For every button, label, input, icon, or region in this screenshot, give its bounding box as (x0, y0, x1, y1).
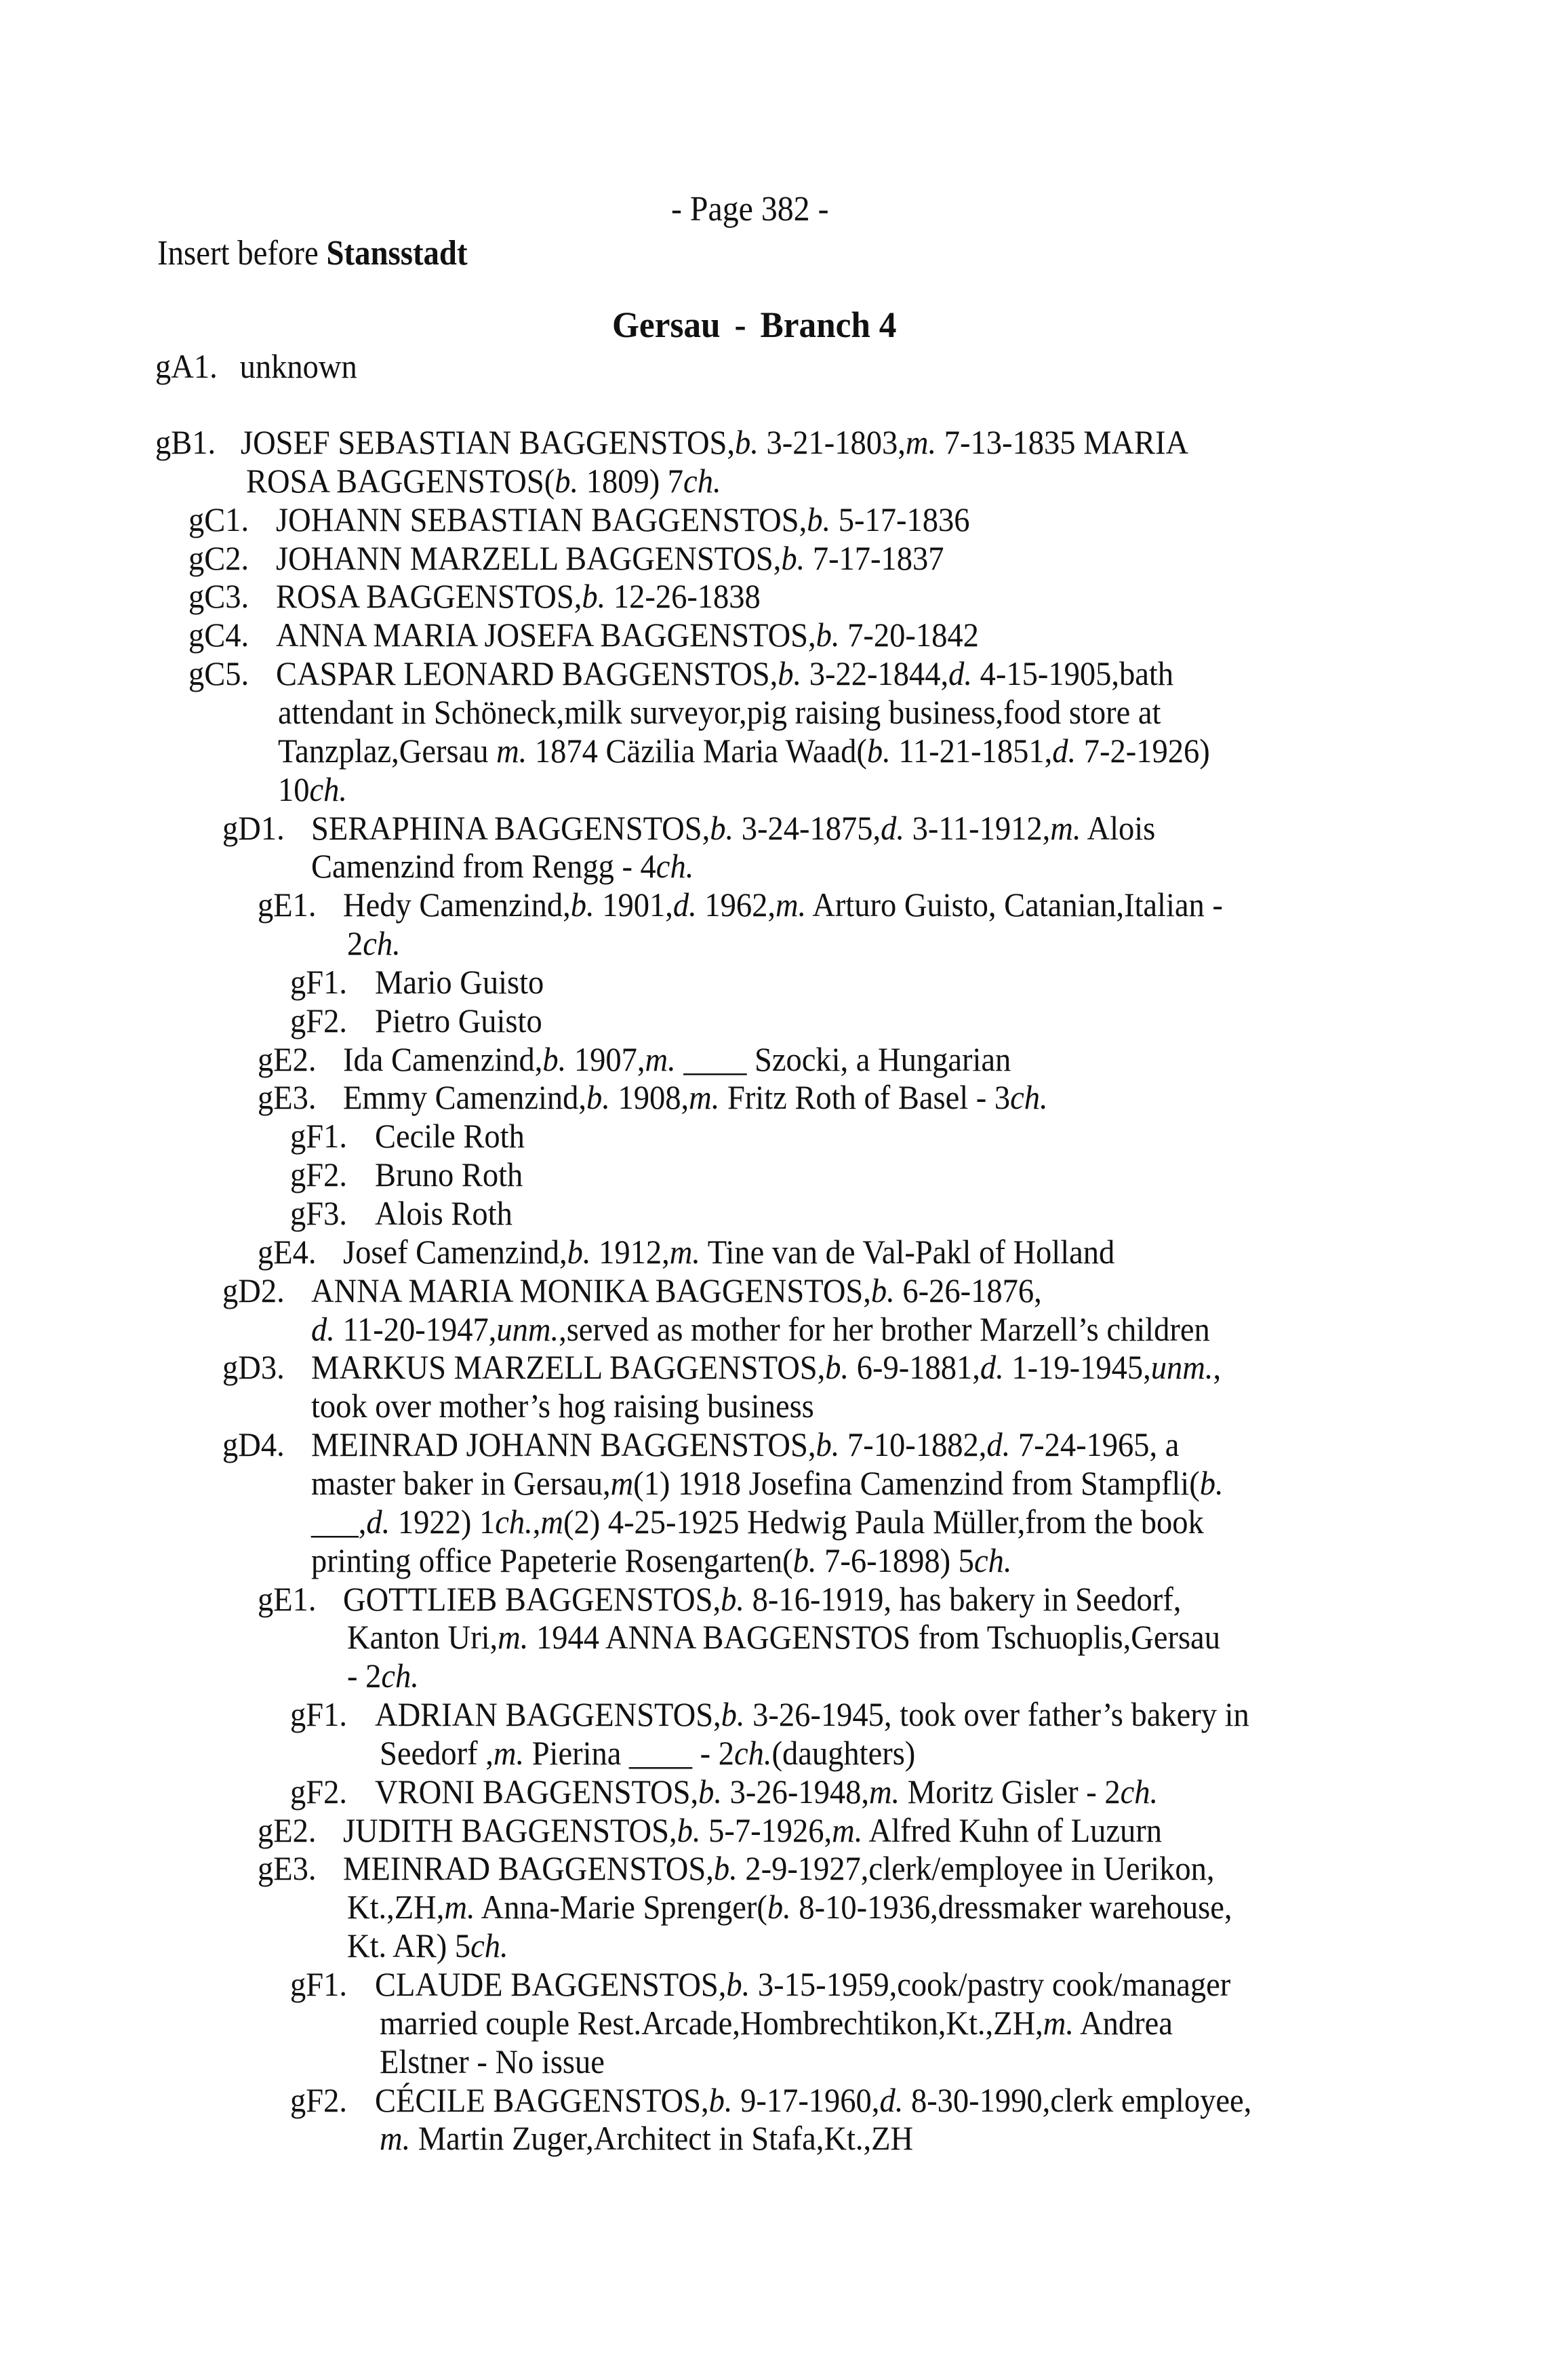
abbreviation: b. (807, 500, 831, 538)
abbreviation: unm. (496, 1309, 559, 1348)
text-run: MARKUS MARZELL BAGGENSTOS, (310, 1348, 826, 1387)
text-run: 6-26-1876, (894, 1271, 1042, 1309)
text-run: ANNA MARIA JOSEFA BAGGENSTOS, (275, 616, 816, 654)
text-run: 4-15-1905,bath (972, 654, 1174, 693)
insert-place: Stansstadt (326, 234, 468, 273)
entry-label: gB1. (155, 423, 216, 461)
text-run: (daughters) (771, 1733, 916, 1772)
abbreviation: b. (778, 654, 802, 693)
abbreviation: m. (380, 2119, 411, 2158)
abbreviation: b. (542, 1040, 567, 1078)
abbreviation: m. (496, 731, 527, 770)
entry-text (310, 808, 1156, 847)
entry-text (275, 654, 1174, 693)
text-run: 1912, (590, 1232, 670, 1271)
text-run: , (1213, 1348, 1222, 1387)
text-run: Andrea (1073, 2003, 1173, 2042)
text-run: JOHANN MARZELL BAGGENSTOS, (275, 538, 782, 577)
abbreviation: unm. (1150, 1348, 1213, 1387)
abbreviation: ch. (470, 1926, 508, 1965)
text-run: Bruno Roth (374, 1155, 523, 1194)
entry-label: gE4. (258, 1232, 317, 1271)
text-run: ROSA BAGGENSTOS( (246, 461, 555, 500)
text-run: MEINRAD BAGGENSTOS, (342, 1849, 714, 1888)
abbreviation: ch. (495, 1502, 533, 1541)
abbreviation: b. (582, 577, 606, 616)
text-run: , (532, 1502, 541, 1541)
entry-label: gF2. (290, 2080, 347, 2119)
text-run: 1809) 7 (578, 461, 684, 500)
text-run: 7-10-1882, (839, 1425, 987, 1464)
text-run: Camenzind from Rengg - 4 (311, 847, 656, 886)
section-title (612, 304, 897, 345)
text-run: 1908, (609, 1078, 689, 1117)
text-run: Anna-Marie Sprenger( (475, 1888, 767, 1926)
entry-text (374, 1001, 542, 1040)
abbreviation: m. (868, 1772, 900, 1811)
abbreviation: d. (366, 1502, 390, 1541)
text-run: 8-16-1919, has bakery in Seedorf, (744, 1579, 1182, 1618)
entry-label: gC1. (188, 500, 249, 538)
text-run: 3-15-1959,cook/pastry cook/manager (750, 1965, 1231, 2003)
text-run: Josef Camenzind, (342, 1232, 567, 1271)
text-run: 3-24-1875, (733, 808, 881, 847)
entry-text (375, 1967, 1230, 2001)
entry-continuation-line (347, 1890, 1232, 1924)
entry-text (278, 770, 347, 808)
text-run: CASPAR LEONARD BAGGENSTOS, (275, 654, 778, 693)
entry-continuation-line (311, 1389, 814, 1423)
text-run: 3-22-1844, (801, 654, 949, 693)
text-run: ____ Szocki, a Hungarian (675, 1040, 1011, 1078)
abbreviation: b. (870, 1271, 895, 1309)
text-run: (2) 4-25-1925 Hedwig Paula Müller,from the book (563, 1502, 1204, 1541)
text-run: Pietro Guisto (374, 1001, 542, 1040)
abbreviation: b. (698, 1772, 722, 1811)
text-run: 7-13-1835 MARIA (936, 423, 1189, 461)
abbreviation: b. (816, 1425, 840, 1464)
entry-text (275, 538, 944, 577)
entry-continuation-line (311, 1543, 1011, 1577)
entry-label: gC5. (188, 654, 249, 693)
entry-text (275, 577, 761, 616)
abbreviation: b. (586, 1078, 610, 1117)
entry-continuation-line (380, 2044, 605, 2078)
entry-text: unknown (239, 347, 357, 385)
text-run: (1) 1918 Josefina Camenzind from Stampfli( (633, 1463, 1200, 1502)
text-run: JOSEF SEBASTIAN BAGGENSTOS, (240, 423, 736, 461)
entry-label: gE2. (258, 1811, 317, 1849)
text-run: ROSA BAGGENSTOS, (275, 577, 582, 616)
text-run: Tine van de Val-Pakl of Holland (700, 1232, 1115, 1271)
abbreviation: ch. (1010, 1078, 1048, 1117)
text-run: printing office Papeterie Rosengarten( (311, 1541, 793, 1579)
text-run: Ida Camenzind, (342, 1040, 543, 1078)
abbreviation: d. (948, 654, 973, 693)
text-run: 8-30-1990,clerk employee, (903, 2080, 1252, 2119)
text-run: Alfred Kuhn of Luzurn (862, 1811, 1163, 1849)
abbreviation: ch. (656, 847, 694, 886)
text-run: 7-24-1965, a (1010, 1425, 1180, 1464)
text-run: attendant in Schöneck,milk surveyor,pig raising business,food store at (278, 692, 1161, 731)
abbreviation: m. (1050, 808, 1081, 847)
entry-continuation-line (380, 2003, 1173, 2042)
entry-label: gC3. (188, 577, 249, 616)
entry-label: gF2. (290, 1001, 347, 1040)
entry-continuation-line (380, 2119, 914, 2158)
abbreviation: m. (444, 1888, 475, 1926)
abbreviation: b. (570, 886, 595, 924)
text-run: ,served as mother for her brother Marzell’s children (559, 1309, 1210, 1348)
text-run: Kt. AR) 5 (347, 1926, 471, 1965)
abbreviation: m. (1043, 2003, 1074, 2042)
abbreviation: d. (311, 1309, 335, 1348)
entry-text (343, 1813, 1162, 1847)
entry-text (310, 1348, 1222, 1387)
abbreviation: b. (721, 1695, 745, 1734)
text-run: 7-6-1898) 5 (816, 1541, 974, 1579)
text-run: 3-21-1803, (758, 423, 906, 461)
abbreviation: ch. (734, 1733, 772, 1772)
text-run: Elstner - No issue (380, 2042, 605, 2080)
entry-label: gF1. (290, 962, 347, 1001)
entry-continuation-line (380, 1733, 916, 1772)
entry-continuation-line (246, 461, 721, 500)
text-run: 1874 Cäzilia Maria Waad( (527, 731, 867, 770)
text-run: 5-17-1836 (830, 500, 970, 538)
abbreviation: b. (567, 1232, 591, 1271)
entry-label: gA1. (155, 347, 218, 385)
branch-name: Branch 4 (760, 304, 897, 345)
entry-text (310, 1425, 1180, 1464)
entry-text (380, 2042, 605, 2080)
text-run: Alois Roth (374, 1194, 512, 1232)
entry-text (347, 1888, 1232, 1926)
abbreviation: b. (1199, 1463, 1224, 1502)
abbreviation: b. (710, 808, 734, 847)
entry-text (311, 1464, 1224, 1502)
abbreviation: b. (767, 1888, 791, 1926)
entry-continuation-line (311, 1309, 1210, 1348)
entry-continuation-line (347, 1926, 508, 1965)
text-run: MEINRAD JOHANN BAGGENSTOS, (310, 1425, 816, 1464)
abbreviation: b. (708, 2080, 733, 2119)
abbreviation: m. (669, 1232, 700, 1271)
entry-label: gE1. (258, 1579, 317, 1618)
text-run: master baker in Gersau, (311, 1463, 611, 1502)
entry-text (311, 1310, 1210, 1348)
entry-label: gE3. (258, 1078, 317, 1117)
text-run: Seedorf , (380, 1733, 494, 1772)
text-run: JOHANN SEBASTIAN BAGGENSTOS, (275, 500, 807, 538)
entry-text (278, 693, 1161, 731)
text-run: Cecile Roth (374, 1117, 525, 1155)
entry-text (374, 2080, 1252, 2119)
abbreviation: ch. (363, 924, 401, 963)
entry-text (246, 462, 721, 500)
text-run: 6-9-1881, (849, 1348, 980, 1387)
abbreviation: m (540, 1502, 563, 1541)
entry-continuation-line (311, 1502, 1204, 1541)
abbreviation: b. (825, 1348, 849, 1387)
entry-text (276, 618, 979, 652)
abbreviation: d. (879, 2080, 904, 2119)
abbreviation: d. (980, 1348, 1004, 1387)
text-run: took over mother’s hog raising business (311, 1387, 814, 1425)
entry-text (311, 1503, 1204, 1541)
text-run: 8-10-1936,dressmaker warehouse, (790, 1888, 1232, 1926)
entry-text (374, 962, 544, 1001)
abbreviation: m. (689, 1078, 720, 1117)
text-run: Arturo Guisto, Catanian,Italian - (806, 886, 1223, 924)
entry-text (347, 1657, 419, 1695)
entry-text (343, 1042, 1011, 1076)
text-run: - 2 (347, 1657, 382, 1695)
text-run: 7-20-1842 (839, 616, 979, 654)
abbreviation: ch. (973, 1541, 1012, 1579)
abbreviation: ch. (309, 770, 348, 808)
text-run: CLAUDE BAGGENSTOS, (374, 1965, 727, 2003)
abbreviation: ch. (1120, 1772, 1159, 1811)
text-run: Martin Zuger,Architect in Stafa,Kt.,ZH (410, 2119, 914, 2158)
insert-note (157, 236, 468, 271)
abbreviation: m. (832, 1811, 863, 1849)
entry-text (374, 1155, 523, 1194)
text-run: ADRIAN BAGGENSTOS, (374, 1695, 721, 1734)
text-run: ANNA MARIA MONIKA BAGGENSTOS, (310, 1271, 871, 1309)
entry-text (311, 1387, 814, 1425)
abbreviation: b. (677, 1811, 701, 1849)
text-run: GOTTLIEB BAGGENSTOS, (342, 1579, 721, 1618)
abbreviation: b. (735, 423, 759, 461)
entry-continuation-line (347, 1618, 1220, 1657)
page-number: - Page 382 - (671, 190, 829, 229)
text-run: 11-21-1851, (890, 731, 1053, 770)
entry-label: gF2. (290, 1772, 347, 1811)
entry-label: gD2. (222, 1271, 285, 1309)
text-run: 12-26-1838 (605, 577, 761, 616)
entry-text (380, 1734, 915, 1772)
text-run: Pierina ____ - 2 (524, 1733, 735, 1772)
entry-label: gE3. (258, 1849, 317, 1888)
entry-text (375, 1196, 512, 1230)
text-run: 7-17-1837 (805, 538, 944, 577)
entry-label: gD3. (222, 1348, 285, 1387)
entry-text (347, 1618, 1220, 1656)
text-run: Fritz Roth of Basel - 3 (719, 1078, 1011, 1117)
text-run: 9-17-1960, (732, 2080, 880, 2119)
text-run: Emmy Camenzind, (342, 1078, 587, 1117)
entry-label: gF1. (290, 1695, 347, 1734)
insert-prefix: Insert before (157, 234, 319, 273)
branch-place: Gersau (612, 304, 721, 345)
entry-label: gC4. (188, 616, 249, 654)
abbreviation: ch. (683, 461, 721, 500)
entry-text (374, 1695, 1249, 1734)
text-run: ___, (311, 1502, 367, 1541)
entry-text (276, 502, 969, 536)
text-run: 3-11-1912, (904, 808, 1051, 847)
entry-label: gD1. (222, 808, 285, 847)
entry-text (241, 425, 1188, 459)
entry-text (342, 1232, 1115, 1271)
text-run: VRONI BAGGENSTOS, (374, 1772, 699, 1811)
abbreviation: m. (775, 886, 807, 924)
text-run: Kt.,ZH, (347, 1888, 445, 1926)
abbreviation: b. (721, 1579, 745, 1618)
entry-continuation-line (347, 924, 401, 963)
entry-text (375, 1119, 525, 1153)
entry-text (347, 1926, 508, 1964)
entry-text (278, 732, 1210, 770)
entry-text (311, 1273, 1042, 1307)
abbreviation: b. (816, 616, 840, 654)
text-run: Kanton Uri, (347, 1618, 498, 1657)
entry-continuation-line (347, 1659, 419, 1693)
abbreviation: m. (493, 1733, 525, 1772)
entry-label: gD4. (222, 1425, 285, 1464)
text-run: 2 (347, 924, 363, 963)
abbreviation: b. (781, 538, 805, 577)
text-run: 1944 ANNA BAGGENSTOS from Tschuoplis,Gersau (528, 1618, 1220, 1657)
entry-text (380, 2004, 1173, 2042)
text-run: JUDITH BAGGENSTOS, (342, 1811, 677, 1849)
entry-text (374, 1772, 1159, 1811)
abbreviation: d. (881, 808, 904, 847)
text-run: 10 (278, 770, 310, 808)
branch-separator: - (734, 304, 746, 345)
entry-continuation-line (278, 772, 347, 806)
entry-label: gF2. (290, 1155, 347, 1194)
text-run: married couple Rest.Arcade,Hombrechtikon,Kt.,ZH, (380, 2003, 1043, 2042)
abbreviation: b. (713, 1849, 738, 1888)
abbreviation: d. (1052, 731, 1077, 770)
text-run: 1962, (696, 886, 776, 924)
entry-label: gE1. (258, 886, 317, 924)
text-run: CÉCILE BAGGENSTOS, (374, 2080, 709, 2119)
entry-text (343, 888, 1223, 922)
abbreviation: b. (555, 461, 579, 500)
entry-text (311, 1541, 1011, 1579)
text-run: Mario Guisto (374, 962, 544, 1001)
text-run: 1907, (566, 1040, 645, 1078)
entry-text (347, 924, 401, 962)
entry-text (380, 2119, 913, 2157)
entry-label: gE2. (258, 1040, 317, 1078)
entry-continuation-line (311, 847, 694, 886)
entry-label: gF1. (290, 1117, 347, 1155)
entry-text (342, 1579, 1182, 1618)
abbreviation: m. (905, 423, 937, 461)
text-run: Alois (1081, 808, 1156, 847)
entry-text (342, 1078, 1048, 1117)
abbreviation: d. (672, 886, 697, 924)
entry-label: gF3. (290, 1194, 347, 1232)
abbreviation: m. (498, 1618, 529, 1657)
text-run: Hedy Camenzind, (342, 886, 571, 924)
abbreviation: m (610, 1463, 634, 1502)
entry-label: gC2. (188, 538, 249, 577)
text-run: Tanzplaz,Gersau (278, 731, 497, 770)
entry-text (342, 1849, 1215, 1888)
entry-label: gF1. (290, 1965, 347, 2003)
entry-continuation-line (278, 731, 1210, 770)
text-run: 3-26-1945, took over father’s bakery in (744, 1695, 1249, 1734)
entry-text (311, 847, 693, 885)
abbreviation: b. (792, 1541, 817, 1579)
text-run: Moritz Gisler - 2 (900, 1772, 1121, 1811)
text-run: 11-20-1947, (334, 1309, 497, 1348)
text-run: 1922) 1 (390, 1502, 496, 1541)
text-run: 7-2-1926) (1076, 731, 1210, 770)
entry-continuation-line (278, 692, 1161, 731)
abbreviation: b. (866, 731, 891, 770)
text-run: 5-7-1926, (700, 1811, 832, 1849)
abbreviation: b. (726, 1965, 750, 2003)
text-run: 2-9-1927,clerk/employee in Uerikon, (737, 1849, 1215, 1888)
abbreviation: d. (986, 1425, 1011, 1464)
text-run: 1901, (594, 886, 673, 924)
text-run: SERAPHINA BAGGENSTOS, (310, 808, 710, 847)
entry-continuation-line (311, 1463, 1224, 1502)
abbreviation: ch. (381, 1657, 419, 1695)
text-run: 3-26-1948, (721, 1772, 869, 1811)
text-run: 1-19-1945, (1003, 1348, 1151, 1387)
abbreviation: m. (645, 1040, 676, 1078)
